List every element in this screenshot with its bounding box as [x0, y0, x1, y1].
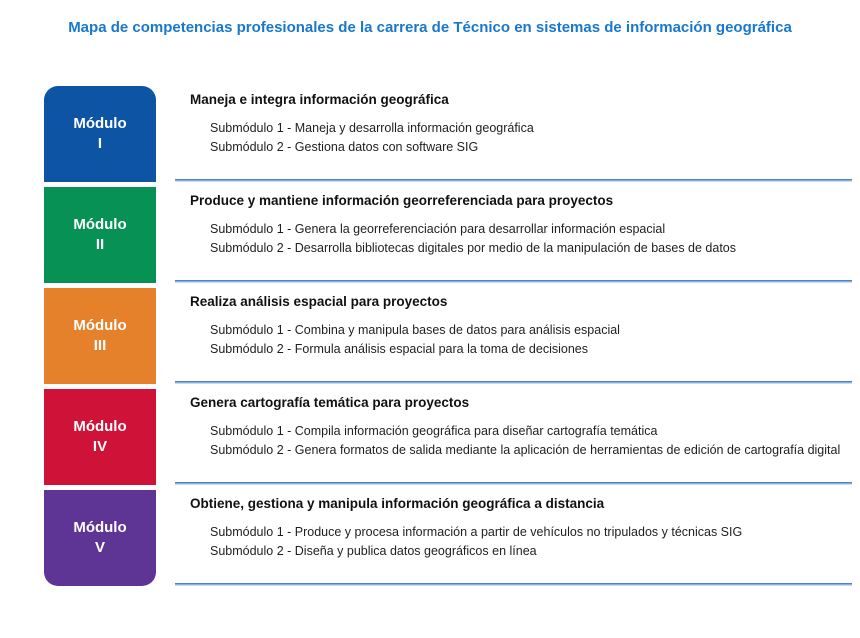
submodule-item: Submódulo 1 - Combina y manipula bases de datos para análisis espacial: [210, 323, 620, 337]
section-divider: [175, 381, 852, 384]
module-numeral: V: [94, 539, 105, 556]
submodule-list: [175, 210, 852, 257]
submodule-item: Submódulo 2 - Desarrolla bibliotecas digitales por medio de la manipulación de bases de datos: [210, 240, 737, 255]
submodule-item: Submódulo 2 - Diseña y publica datos geográficos en línea: [210, 543, 537, 558]
module-box: [44, 288, 156, 384]
module-competency: Produce y mantiene información georreferenciada para proyectos: [190, 193, 614, 208]
module-box: [44, 490, 156, 586]
module-box: [44, 389, 156, 485]
module-content: [175, 490, 852, 586]
submodule-list: [175, 109, 852, 156]
module-row: [44, 86, 860, 187]
page-title: Mapa de competencias profesionales de la carrera de Técnico en sistemas de información geográfica: [68, 19, 792, 36]
module-label: Módulo: [73, 317, 127, 334]
submodule-item: Submódulo 1 - Compila información geográfica para diseñar cartografía temática: [210, 424, 658, 438]
module-box: [44, 187, 156, 283]
module-competency: Realiza análisis espacial para proyectos: [190, 294, 448, 309]
section-divider: [175, 482, 852, 485]
module-competency: Maneja e integra información geográfica: [190, 92, 449, 107]
module-competency: Genera cartografía temática para proyectos: [190, 395, 470, 410]
module-content: [175, 86, 852, 182]
submodule-item: Submódulo 2 - Genera formatos de salida mediante la aplicación de herramientas de edición de cartografía digital: [210, 442, 841, 457]
module-label: Módulo: [73, 519, 127, 536]
module-row: [44, 187, 860, 288]
submodule-item: Submódulo 1 - Genera la georreferenciación para desarrollar información espacial: [210, 222, 666, 236]
submodule-list: [175, 412, 852, 459]
module-competency: Obtiene, gestiona y manipula información geográfica a distancia: [190, 496, 605, 511]
module-label: Módulo: [73, 216, 127, 233]
module-box: [44, 86, 156, 182]
module-row: [44, 288, 860, 389]
module-row: [44, 490, 860, 591]
module-content: [175, 187, 852, 283]
submodule-item: Submódulo 1 - Maneja y desarrolla información geográfica: [210, 121, 534, 135]
modules-list: [44, 86, 860, 591]
submodule-list: [175, 513, 852, 560]
submodule-list: [175, 311, 852, 358]
section-divider: [175, 179, 852, 182]
module-row: [44, 389, 860, 490]
module-label: Módulo: [73, 115, 127, 132]
section-divider: [175, 280, 852, 283]
section-divider: [175, 583, 852, 586]
module-content: [175, 389, 852, 485]
submodule-item: Submódulo 2 - Formula análisis espacial para la toma de decisiones: [210, 341, 588, 356]
module-numeral: I: [97, 135, 103, 152]
module-content: [175, 288, 852, 384]
module-numeral: II: [95, 236, 105, 253]
module-numeral: IV: [92, 438, 108, 455]
submodule-item: Submódulo 2 - Gestiona datos con software SIG: [210, 139, 479, 154]
module-label: Módulo: [73, 418, 127, 435]
module-numeral: III: [93, 337, 107, 354]
submodule-item: Submódulo 1 - Produce y procesa información a partir de vehículos no tripulados y técnicas SIG: [210, 525, 743, 539]
